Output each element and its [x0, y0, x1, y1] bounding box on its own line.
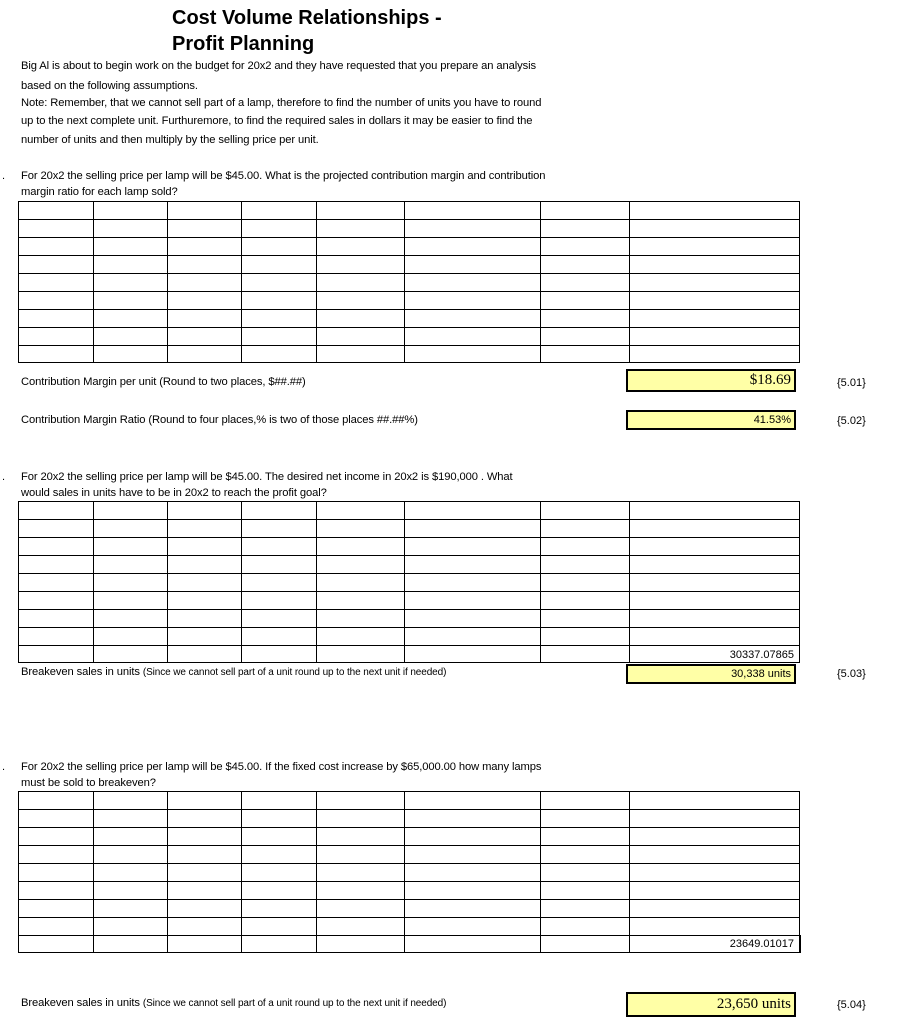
q1-work-grid	[18, 201, 800, 363]
page-title-line1: Cost Volume Relationships -	[172, 7, 442, 29]
grid-row	[19, 310, 800, 328]
q3-answer[interactable]: 23,650 units	[626, 992, 796, 1017]
q1-text-line1: For 20x2 the selling price per lamp will be $45.00. What is the projected contribution margin and contribution	[21, 170, 546, 182]
intro-line-3: Note: Remember, that we cannot sell part of a lamp, therefore to find the number of units you have to round	[21, 97, 542, 109]
q2-label-note: (Since we cannot sell part of a unit round up to the next unit if needed)	[142, 667, 447, 678]
grid-row	[19, 592, 800, 610]
grid-row	[19, 864, 801, 882]
q3-ref: {5.04}	[837, 999, 866, 1011]
q1-cm-ref: {5.01}	[837, 377, 866, 389]
q3-calc-value: 23649.01017	[729, 938, 794, 950]
q1-text-line2: margin ratio for each lamp sold?	[21, 186, 178, 198]
intro-line-2: based on the following assumptions.	[21, 80, 198, 92]
grid-row	[19, 900, 801, 918]
grid-row	[19, 202, 800, 220]
q3-work-grid	[18, 791, 801, 953]
q2-text-line2: would sales in units have to be in 20x2 to reach the profit goal?	[21, 487, 327, 499]
q2-label-main: Breakeven sales in units	[21, 666, 143, 678]
q1-marker: .	[2, 170, 6, 182]
grid-row	[19, 256, 800, 274]
grid-row	[19, 274, 800, 292]
grid-row	[19, 828, 801, 846]
q2-marker: .	[2, 471, 6, 483]
q3-text-line1: For 20x2 the selling price per lamp will be $45.00. If the fixed cost increase by $65,000.00 how many lamps	[21, 761, 542, 773]
grid-row	[19, 238, 800, 256]
q3-answer-label	[21, 997, 446, 1009]
intro-line-1: Big Al is about to begin work on the budget for 20x2 and they have requested that you prepare an analysis	[21, 60, 537, 72]
q3-label-main: Breakeven sales in units	[21, 997, 143, 1009]
grid-row	[19, 628, 800, 646]
grid-row	[19, 846, 801, 864]
intro-line-5: number of units and then multiply by the selling price per unit.	[21, 134, 319, 146]
q2-answer-label	[21, 666, 446, 678]
q2-text-line1: For 20x2 the selling price per lamp will be $45.00. The desired net income in 20x2 is $190,000 . What	[21, 471, 513, 483]
q2-calc-value: 30337.07865	[729, 649, 794, 661]
q2-ref: {5.03}	[837, 668, 866, 680]
intro-line-4: up to the next complete unit. Furthuremore, to find the required sales in dollars it may be easier to find the	[21, 115, 533, 127]
q2-work-grid	[18, 501, 800, 663]
q1-ratio-answer[interactable]: 41.53%	[626, 410, 796, 430]
grid-row	[19, 792, 801, 810]
grid-row	[19, 220, 800, 238]
grid-row	[19, 520, 800, 538]
q1-cm-label: Contribution Margin per unit (Round to two places, $##.##)	[21, 376, 306, 388]
grid-row	[19, 538, 800, 556]
grid-row	[19, 810, 801, 828]
grid-row	[19, 346, 800, 363]
grid-row	[19, 328, 800, 346]
grid-row	[19, 556, 800, 574]
grid-row	[19, 502, 800, 520]
q3-label-note: (Since we cannot sell part of a unit round up to the next unit if needed)	[142, 998, 447, 1009]
page-title-line2: Profit Planning	[172, 33, 315, 55]
q1-cm-answer[interactable]: $18.69	[626, 369, 796, 392]
grid-row	[19, 918, 801, 936]
q2-answer[interactable]: 30,338 units	[626, 664, 796, 684]
grid-row	[19, 292, 800, 310]
q1-ratio-ref: {5.02}	[837, 415, 866, 427]
q1-ratio-label: Contribution Margin Ratio (Round to four places,% is two of those places ##.##%)	[21, 414, 418, 426]
grid-row	[19, 574, 800, 592]
grid-row	[19, 610, 800, 628]
grid-row	[19, 882, 801, 900]
q3-text-line2: must be sold to breakeven?	[21, 777, 156, 789]
q3-marker: .	[2, 761, 6, 773]
